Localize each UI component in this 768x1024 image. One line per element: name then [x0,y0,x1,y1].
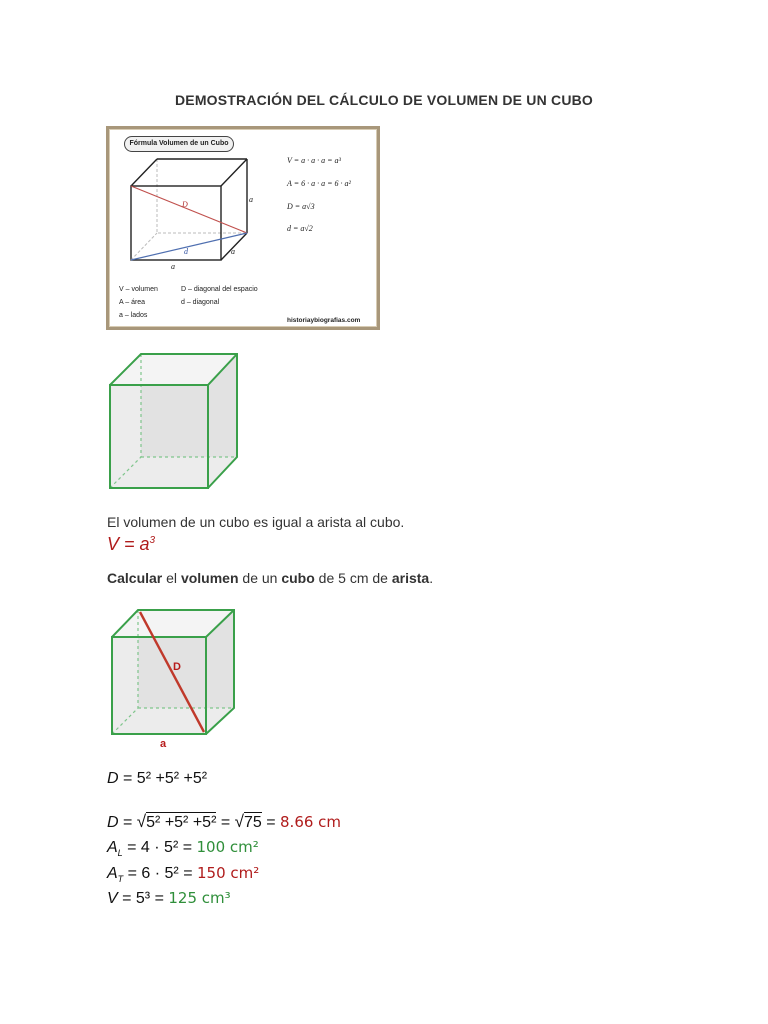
equation-d-sum: D = 5² +5² +5² [107,770,208,787]
label-a-right: a [231,247,235,256]
label-D: D [182,200,188,209]
card-title: Fórmula Volumen de un Cubo [124,136,234,152]
cube-back-face [157,159,247,233]
equation-d-root: D = √5² +5² +5² = √75 = 8.66 cm [107,812,342,831]
green-cube-diagonal [106,606,242,740]
page-title: DEMOSTRACIÓN DEL CÁLCULO DE VOLUMEN DE UN CUBO [174,92,594,108]
label-a-bottom: a [171,262,175,271]
formula-space-diagonal: D = a√3 [287,202,315,211]
legend-space-diagonal: D – diagonal del espacio [181,286,258,293]
formula-area: A = 6 · a · a = 6 · a² [287,179,351,188]
equation-volume: V = 5³ = 125 cm³ [107,889,231,907]
legend-sides: a – lados [119,312,148,319]
space-diagonal [131,186,247,233]
intro-text: El volumen de un cubo es igual a arista al cubo. [107,514,405,530]
problem-statement: Calcular el volumen de un cubo de 5 cm de arista. [107,570,434,586]
intro-formula: $V = a^3$ [107,534,156,554]
diagonal-label: D [173,661,181,673]
diagonal-result: 8.66 cm [280,813,342,831]
equation-total-area: $A_T = 6 \cdot 5^2 = 150$ cm² [107,864,260,884]
formula-diagonal: d = a√2 [287,224,313,233]
legend-area: A – área [119,299,146,306]
lateral-area-result: 100 cm² [196,838,259,856]
cube-front-face [131,186,221,260]
formula-volume: V = a · a · a = a³ [287,156,341,165]
edge-label: a [160,738,167,750]
volume-result: 125 cm³ [168,889,231,907]
equation-lateral-area: $A_L = 4 \cdot 5^2 = 100$ cm² [107,838,259,858]
source-site: historiaybiografias.com [287,317,361,324]
legend-diagonal: d – diagonal [181,299,220,306]
legend-volume: V – volumen [119,286,158,293]
formula-card [106,126,380,330]
green-cube-illustration [104,350,244,494]
total-area-result: 150 cm² [196,864,260,882]
label-d: d [184,247,188,256]
face-diagonal [131,233,247,260]
label-a-side: a [249,195,253,204]
